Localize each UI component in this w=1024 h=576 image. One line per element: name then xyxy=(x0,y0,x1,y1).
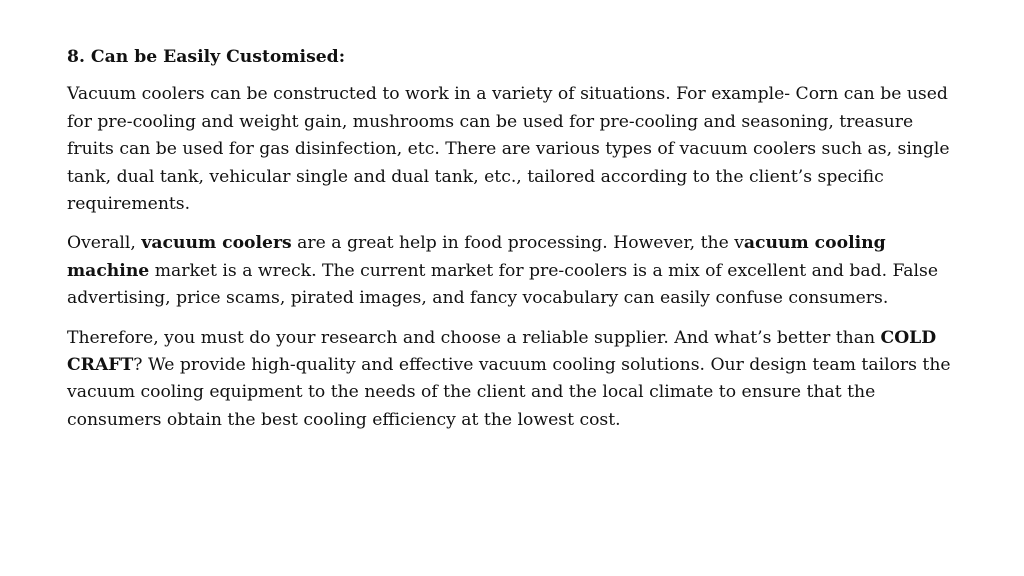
paragraph-supplier xyxy=(67,325,957,435)
paragraph-overall xyxy=(67,230,957,312)
document-body xyxy=(67,44,957,446)
paragraph-overall-text-2: are a great help in food processing. However, the v xyxy=(291,233,744,254)
bold-cold-craft: COLD CRAFT xyxy=(67,327,937,376)
paragraph-supplier-text-2: ? We provide high-quality and effective vacuum cooling solutions. Our design team tailors the vacuum cooling equipment to the needs of the client and the local climate to ensure that the consumers obtain the best cooling efficiency at the lowest cost. xyxy=(67,355,951,430)
paragraph-overall-text-3: market is a wreck. The current market for pre-coolers is a mix of excellent and bad. False advertising, price scams, pirated images, and fancy vocabulary can easily confuse consumers. xyxy=(67,260,939,309)
bold-vacuum-cooling-machine: acuum cooling machine xyxy=(67,233,886,281)
paragraph-customisation: Vacuum coolers can be constructed to work in a variety of situations. For example- Corn can be used for pre-cooling and weight gain, mushrooms can be used for pre-cooling and seasoning, treasure fruits can be used for gas disinfection, etc. There are various types of vacuum coolers such as, single tank, dual tank, vehicular single and dual tank, etc., tailored according to the client’s specific requirements. xyxy=(67,84,950,215)
section-heading: 8. Can be Easily Customised: xyxy=(67,47,346,67)
bold-vacuum-coolers: vacuum coolers xyxy=(141,233,292,254)
paragraph-overall-text-1: Overall, xyxy=(67,233,142,254)
paragraph-supplier-text-1: Therefore, you must do your research and choose a reliable supplier. And what’s better than xyxy=(67,327,881,348)
